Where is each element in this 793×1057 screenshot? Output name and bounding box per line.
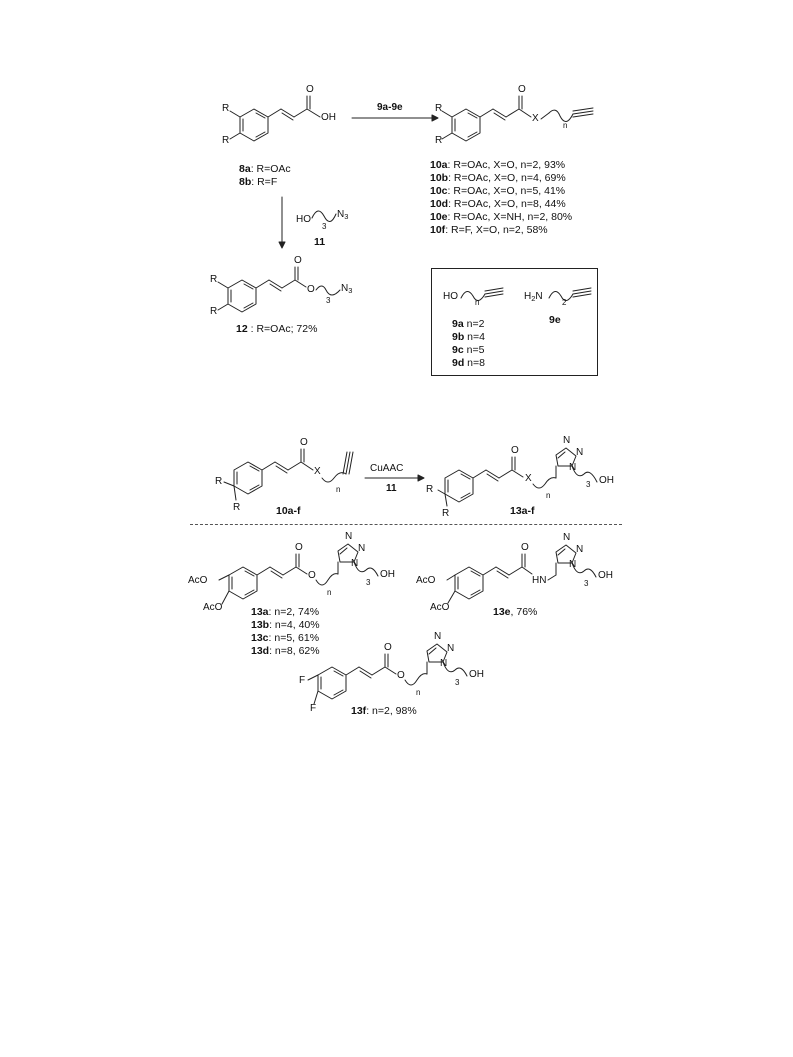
compound-13af-structure (438, 445, 597, 506)
label-10e: 10e: R=OAc, X=NH, n=2, 80% (430, 211, 573, 223)
atom-n: N (351, 558, 359, 569)
label-9e: 9e (549, 314, 561, 326)
atom-n-subscript: n (546, 491, 551, 500)
compound-13ad-structure (219, 544, 378, 604)
atom-r: R (233, 502, 241, 513)
atom-n: N (563, 435, 571, 446)
label-13a-f: 13a-f (510, 505, 535, 517)
label-10b: 10b: R=OAc, X=O, n=4, 69% (430, 172, 566, 184)
label-10c: 10c: R=OAc, X=O, n=5, 41% (430, 185, 566, 197)
atom-r: R (210, 274, 218, 285)
atom-o: O (511, 445, 519, 456)
reagent-11: 11 (386, 483, 397, 494)
atom-n-subscript: n (327, 588, 332, 597)
label-13e: 13e, 76% (493, 606, 538, 618)
atom-oh: OH (469, 669, 484, 680)
atom-n-subscript: n (336, 485, 341, 494)
atom-r: R (435, 103, 443, 114)
atom-r: R (210, 306, 218, 317)
label-10d: 10d: R=OAc, X=O, n=8, 44% (430, 198, 566, 210)
atom-r: R (215, 476, 223, 487)
atom-ho: HO (443, 291, 458, 302)
atom-r: R (222, 135, 230, 146)
atom-r: R (435, 135, 443, 146)
atom-f: F (310, 703, 317, 714)
atom-f: F (299, 675, 306, 686)
atom-three-subscript: 3 (584, 579, 589, 588)
atom-n3: $N_3$ (341, 283, 353, 295)
atom-oh: OH (598, 570, 613, 581)
atom-n: N (358, 543, 366, 554)
atom-oh: OH (321, 112, 336, 123)
atom-o: O (308, 570, 316, 581)
atom-hn: HN (532, 575, 547, 586)
atom-x: X (314, 466, 321, 477)
atom-aco: AcO (188, 575, 208, 586)
compound-13f-structure (308, 644, 467, 704)
atom-oh: OH (380, 569, 395, 580)
atom-n-subscript: n (475, 298, 480, 307)
label-13f: 13f: n=2, 98% (351, 705, 417, 717)
label-8a: 8a: R=OAc (239, 163, 291, 175)
compound-10-structure (442, 96, 593, 141)
compound-8-structure (230, 96, 320, 141)
label-9d: 9d n=8 (452, 357, 485, 369)
atom-three-subscript: 3 (366, 578, 371, 587)
atom-three-subscript: 3 (326, 296, 331, 305)
label-8b: 8b: R=F (239, 176, 278, 188)
atom-o: O (307, 284, 315, 295)
atom-x: X (525, 473, 532, 484)
atom-n: N (440, 658, 448, 669)
atom-r: R (222, 103, 230, 114)
atom-n3: $N_3$ (337, 209, 349, 221)
atom-ho: HO (296, 214, 311, 225)
label-12: 12 : R=OAc; 72% (236, 323, 318, 335)
atom-o: O (384, 642, 392, 653)
section-divider (190, 524, 622, 525)
atom-r: R (442, 508, 450, 519)
atom-o: O (521, 542, 529, 553)
atom-oh: OH (599, 475, 614, 486)
atom-n: N (447, 643, 455, 654)
label-9c: 9c n=5 (452, 344, 485, 356)
label-10a-f: 10a-f (276, 505, 301, 517)
label-13b: 13b: n=4, 40% (251, 619, 320, 631)
reagent-11-structure (312, 211, 336, 222)
reagent-cuaac: CuAAC (370, 463, 404, 474)
atom-o: O (306, 84, 314, 95)
reagent-9a-9e: 9a-9e (377, 102, 403, 113)
atom-three-subscript: 3 (586, 480, 591, 489)
label-13c: 13c: n=5, 61% (251, 632, 320, 644)
atom-n: N (569, 462, 577, 473)
compound-10af-structure (224, 449, 353, 500)
label-10a: 10a: R=OAc, X=O, n=2, 93% (430, 159, 566, 171)
atom-r: R (426, 484, 434, 495)
label-9b: 9b n=4 (452, 331, 485, 343)
atom-o: O (294, 255, 302, 266)
label-13a: 13a: n=2, 74% (251, 606, 320, 618)
atom-three-subscript: 3 (455, 678, 460, 687)
atom-n: N (345, 531, 353, 542)
atom-n: N (576, 544, 584, 555)
atom-n: N (434, 631, 442, 642)
atom-n: N (563, 532, 571, 543)
atom-three-subscript: 3 (322, 222, 327, 231)
atom-n: N (576, 447, 584, 458)
atom-n-subscript: n (416, 688, 421, 697)
atom-o: O (518, 84, 526, 95)
atom-o: O (397, 670, 405, 681)
atom-o: O (295, 542, 303, 553)
atom-aco: AcO (416, 575, 436, 586)
label-13d: 13d: n=8, 62% (251, 645, 320, 657)
label-reagent-11: 11 (314, 236, 326, 248)
atom-h2n: $H_2N$ (524, 291, 543, 303)
atom-o: O (300, 437, 308, 448)
atom-two-subscript: 2 (562, 298, 567, 307)
label-10f: 10f: R=F, X=O, n=2, 58% (430, 224, 548, 236)
compound-13e-structure (447, 542, 596, 603)
atom-x: X (532, 113, 539, 124)
atom-aco: AcO (203, 602, 223, 613)
atom-aco: AcO (430, 602, 450, 613)
atom-n: N (569, 559, 577, 570)
compound-12-structure (218, 267, 340, 312)
atom-n-subscript: n (563, 121, 568, 130)
label-9a: 9a n=2 (452, 318, 485, 330)
